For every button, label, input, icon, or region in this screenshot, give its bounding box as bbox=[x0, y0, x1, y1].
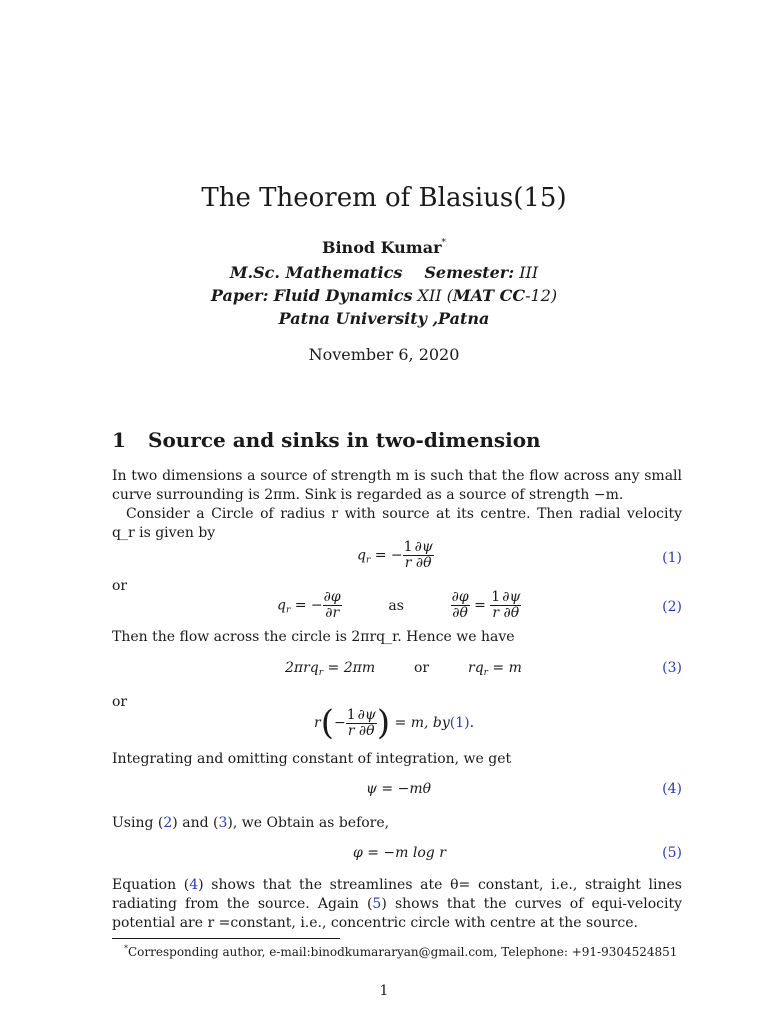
footnote-rule bbox=[112, 938, 340, 939]
paragraph-4: Integrating and omitting constant of integration, we get bbox=[112, 751, 512, 767]
affiliation-degree-line bbox=[0, 263, 768, 282]
university: Patna University ,Patna bbox=[278, 309, 490, 328]
footnote bbox=[124, 944, 677, 959]
equation-5-number bbox=[662, 845, 682, 861]
paragraph-2-text: Consider a Circle of radius r with source at its centre. Then radial velocity q_r is given by bbox=[112, 506, 682, 541]
equation-2-as: as bbox=[388, 597, 404, 614]
or-1: or bbox=[112, 578, 128, 594]
paragraph-1: In two dimensions a source of strength m is such that the flow across any small curve surrounding is 2πm. Sink is regarded as a source of strength −m. bbox=[112, 468, 682, 503]
eq3-left2: = 2πm bbox=[323, 660, 376, 676]
p6-b: shows that the streamlines ate θ= constant, i.e., straight lines radiating from the source. Again bbox=[112, 877, 682, 912]
equation-4: ψ = −mθ bbox=[366, 781, 432, 797]
equation-3-or: or bbox=[413, 660, 430, 676]
equation-2-number bbox=[662, 599, 682, 615]
paper-title: The Theorem of Blasius(15) bbox=[201, 183, 567, 213]
equation-1-number bbox=[662, 550, 682, 566]
paper-code-open: ( bbox=[446, 286, 453, 305]
affiliation-paper-line bbox=[0, 286, 768, 305]
ref-eq-5[interactable]: 5 bbox=[372, 896, 382, 912]
eq1-number-text: (1) bbox=[662, 550, 682, 566]
eq4-number-text: (4) bbox=[662, 781, 682, 797]
paper-code-num: -12) bbox=[525, 286, 558, 305]
section-number: 1 bbox=[112, 428, 126, 452]
section-title: Source and sinks in two-dimension bbox=[148, 428, 541, 452]
footnote-text: Corresponding author, e-mail:binodkumararyan@gmail.com, Telephone: +91-9304524851 bbox=[128, 945, 678, 959]
footnote-mark: * bbox=[124, 944, 128, 953]
eq3-right2: = m bbox=[487, 660, 522, 676]
paper-code: MAT CC bbox=[452, 286, 526, 305]
eq3-right: rq bbox=[468, 660, 484, 676]
p5-b: and bbox=[182, 815, 209, 831]
author-name bbox=[0, 238, 768, 257]
semester-value: III bbox=[519, 263, 539, 282]
paper-num: XII bbox=[417, 286, 442, 305]
p5-c: , we Obtain as before, bbox=[232, 815, 390, 831]
paragraph-3: Then the flow across the circle is 2πrq_r. Hence we have bbox=[112, 629, 515, 645]
p6-c: shows that the curves of equi-velocity potential are r =constant, i.e., concentric circle with centre at the source. bbox=[112, 896, 682, 931]
equation-2: $q_r$ = − $\frac{\partial\varphi}{\partial r}$ as $\frac{\partial\varphi}{\partial\theta}$ = $\frac{1}{r}$ $\frac{\partial\psi}{\partial\theta}$ bbox=[277, 589, 521, 621]
semester-label: Semester: bbox=[424, 263, 515, 282]
ref-eq-3[interactable]: 3 bbox=[218, 815, 228, 831]
paragraph-6: Equation (4) shows that the streamlines ate θ= constant, i.e., straight lines radiating from the source. Again (5) shows that the curves of equi-velocity potential are r =constant, i.e., concentric circle with centre at the source. bbox=[112, 877, 682, 931]
eq-by-ref[interactable]: (1) bbox=[449, 715, 470, 731]
paragraph-2 bbox=[112, 505, 682, 543]
eq2-number-text: (2) bbox=[662, 599, 682, 615]
equation-4-number bbox=[662, 781, 682, 797]
degree: M.Sc. Mathematics bbox=[229, 263, 403, 282]
page-number: 1 bbox=[379, 983, 389, 999]
paper-value: Fluid Dynamics bbox=[273, 286, 413, 305]
eq5-number-text: (5) bbox=[662, 845, 682, 861]
equation-3: 2πrq$_r$ = 2πm or $rq_r = m$ bbox=[285, 660, 522, 678]
paragraph-5: Using (2) and (3), we Obtain as before, bbox=[112, 815, 390, 831]
p5-a: Using bbox=[112, 815, 154, 831]
section-heading bbox=[112, 428, 541, 452]
author-footnote-mark: * bbox=[441, 238, 447, 248]
p6-a: Equation bbox=[112, 877, 177, 893]
paper-label: Paper: bbox=[210, 286, 269, 305]
author-name-text: Binod Kumar bbox=[321, 238, 442, 257]
date: November 6, 2020 bbox=[308, 345, 460, 364]
equation-1: $q_r$ = − $\frac{1}{r}$ $\frac{\partial\psi}{\partial\theta}$ bbox=[357, 539, 433, 571]
ref-eq-4[interactable]: 4 bbox=[189, 877, 199, 893]
eq3-left: 2πrq bbox=[285, 660, 319, 676]
or-2: or bbox=[112, 694, 128, 710]
equation-by-1: r(− $\frac{1}{r}$ $\frac{\partial\psi}{\partial\theta}$ ) = m, by(1). bbox=[314, 703, 475, 743]
equation-3-number bbox=[662, 660, 682, 676]
eq-by-text: = m, by bbox=[394, 715, 450, 731]
equation-5: φ = −m log r bbox=[353, 845, 446, 861]
eq3-number-text: (3) bbox=[662, 660, 682, 676]
ref-eq-2[interactable]: 2 bbox=[163, 815, 173, 831]
